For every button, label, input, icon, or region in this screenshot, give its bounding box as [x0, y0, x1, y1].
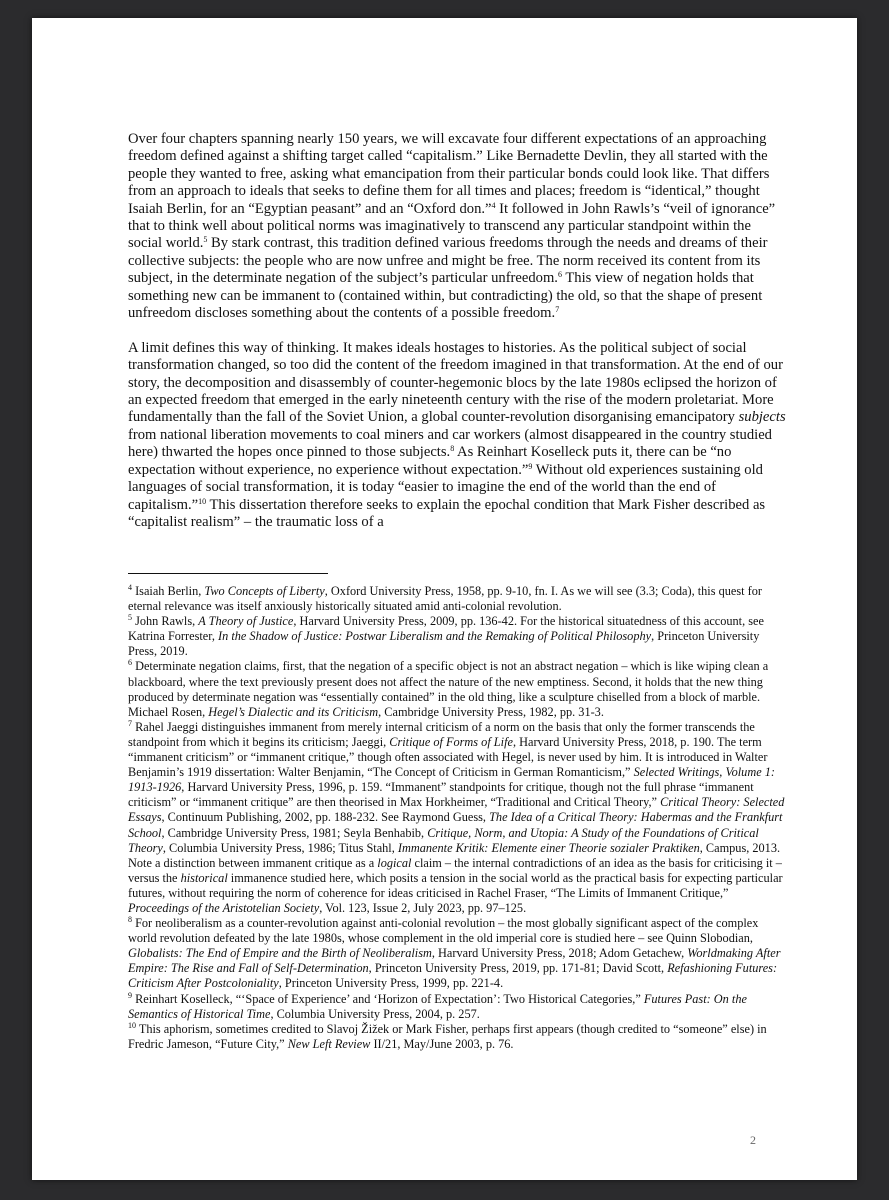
footnote — [128, 659, 788, 719]
italic-run: Critique of Forms of Life — [389, 734, 513, 749]
note-ref: 9 — [128, 990, 132, 1000]
text-run: As Reinhart Koselleck puts it, there can be “no expectation without experience, no experience without expectation.” — [128, 444, 732, 478]
text-run: John Rawls, — [132, 614, 199, 629]
text-run: , Princeton University Press, 1999, pp. 221-4. — [278, 976, 504, 991]
text-run: , Columbia University Press, 1986; Titus Stahl, — [162, 840, 398, 855]
italic-run: Two Concepts of Liberty — [204, 584, 325, 598]
body-paragraph — [128, 131, 788, 322]
text-run: , Columbia University Press, 2004, p. 257. — [270, 1006, 480, 1021]
body-text — [128, 131, 788, 549]
italic-run: Immanente Kritik: Elemente einer Theorie sozialer Praktiken — [397, 840, 700, 855]
italic-run: Proceedings of the Aristotelian Society — [128, 900, 320, 915]
text-run: from national liberation movements to coal miners and car workers (almost disappeared in the country studied here) thwarted the hopes once pinned to those subjects. — [128, 426, 772, 461]
text-run: For neoliberalism as a counter-revolution against anti-colonial revolution – the most globally significant aspect of the complex world revolution defeated by the late 1980s, whose complement in the old imperial core is studied here – see Quinn Slobodian, — [128, 916, 759, 946]
text-run: , Harvard University Press, 2018; Adom Getachew, — [431, 946, 688, 961]
note-ref: 6 — [128, 658, 132, 668]
text-run: By stark contrast, this tradition defined various freedoms through the needs and dreams of their collective subjects: the people who are now unfree and might be free. The norm received its content from its subject, in the determinate negation of the subject’s particular unfreedom. — [128, 235, 768, 287]
text-run: Reinhart Koselleck, “‘Space of Experience’ and ‘Horizon of Expectation’: Two Historical Categories,” — [132, 991, 644, 1006]
text-run: , Cambridge University Press, 1981; Seyla Benhabib, — [161, 825, 428, 840]
text-run: Determinate negation claims, first, that the negation of a specific object is not an abstract negation – which is like wiping clean a blackboard, where the text previously present does not affect the nature of the new emptiness. Second, it holds that the new thing produced by determinate negation was “essentially contained” in the old thing, like a sculpture chiselled from a block of marble. Michael Rosen, — [128, 659, 769, 719]
italic-run: Refashioning Futures: Criticism After Postcoloniality — [128, 961, 778, 991]
text-run: , Cambridge University Press, 1982, pp. 31-3. — [378, 704, 604, 719]
note-ref: 5 — [203, 235, 208, 245]
text-run: II/21, May/June 2003, p. 76. — [370, 1036, 514, 1051]
footnote — [128, 584, 788, 614]
footnote — [128, 916, 788, 991]
footnote — [128, 992, 788, 1022]
footnotes — [128, 584, 788, 1052]
text-run: This aphorism, sometimes credited to Slavoj Žižek or Mark Fisher, perhaps first appears (though credited to “someone” else) in Fredric Jameson, “Future City,” — [128, 1021, 767, 1051]
note-ref: 4 — [491, 200, 496, 210]
note-ref: 9 — [528, 461, 533, 471]
note-ref: 8 — [450, 444, 455, 454]
note-ref: 6 — [557, 270, 562, 280]
page-number: 2 — [750, 1133, 756, 1147]
italic-run: Futures Past: On the Semantics of Historical Time — [128, 991, 747, 1021]
text-run: A limit defines this way of thinking. It makes ideals hostages to histories. As the political subject of social transformation changed, so too did the content of the freedom imagined in that transformation. At the end of our story, the decomposition and disassembly of counter-hegemonic blocs by the late 1980s eclipsed the horizon of an expected freedom that emerged in the early nineteenth century with the rise of the modern proletariat. More fundamentally than the fall of the Soviet Union, a global counter-revolution disorganising emancipatory — [128, 339, 783, 426]
text-run: It followed in John Rawls’s “veil of ignorance” that to think well about political norms was imaginatively to transcend any particular standpoint within the social world. — [128, 200, 776, 252]
italic-run: Critical Theory: Selected Essays — [128, 795, 785, 825]
italic-run: New Left Review — [287, 1036, 371, 1051]
text-run: , Harvard University Press, 2018, p. 190. The term “immanent criticism” or “immanent critique,” though often associated with Hegel, is never used by him. It is introduced in Walter Benjamin’s 1919 dissertation: Walter Benjamin, “The Concept of Criticism in German Romanticism,” — [128, 734, 768, 780]
text-run: , Oxford University Press, 1958, pp. 9-10, fn. I. As we will see (3.3; Coda), this quest for eternal relevance was itself anxiously historically situated amid anti-colonial revolution. — [128, 584, 762, 614]
italic-run: A Theory of Justice — [198, 614, 294, 629]
italic-run: subjects — [738, 409, 786, 426]
footnote — [128, 1022, 788, 1052]
italic-run: Hegel’s Dialectic and its Criticism — [208, 704, 379, 719]
note-ref: 7 — [128, 718, 132, 728]
document-page — [32, 18, 857, 1180]
italic-run: Selected Writings, Volume 1: 1913-1926 — [128, 765, 775, 795]
italic-run: Critique, Norm, and Utopia: A Study of the Foundations of Critical Theory — [128, 825, 759, 855]
note-ref: 5 — [128, 613, 132, 623]
italic-run: The Idea of a Critical Theory: Habermas and the Frankfurt School — [128, 810, 783, 840]
text-run: Isaiah Berlin, — [132, 584, 205, 598]
text-run: Rahel Jaeggi distinguishes immanent from merely internal criticism of a norm on the basis that only the former transcends the standpoint from which it begins its criticism; Jaeggi, — [128, 719, 755, 749]
italic-run: Worldmaking After Empire: The Rise and Fall of Self-Determination — [128, 946, 781, 976]
text-run: , Princeton University Press, 2019, pp. 171-81; David Scott, — [368, 961, 668, 976]
italic-run: Globalists: The End of Empire and the Birth of Neoliberalism — [128, 946, 432, 961]
text-run: immanence studied here, which posits a tension in the social world as the practical basis for expecting particular futures, without requiring the norm of coherence for ideas criticised in Rachel Fraser, “The Limits of Immanent Critique,” — [128, 870, 783, 900]
text-run: , Princeton University Press, 2019. — [128, 629, 760, 659]
note-ref: 4 — [128, 583, 132, 592]
text-run: , Harvard University Press, 1996, p. 159. “Immanent” standpoints for critique, though not the full phrase “immanent criticism” or “immanent critique” are then theorised in Max Horkheimer, “Traditional and Critical Theory,” — [128, 780, 754, 810]
text-run: , Campus, 2013. Note a distinction between immanent critique as a — [128, 840, 781, 870]
text-run: Without old experiences sustaining old languages of social transformation, it is today “easier to imagine the end of the world than the end of capitalism.” — [128, 461, 763, 513]
note-ref: 10 — [128, 1020, 136, 1030]
italic-run: In the Shadow of Justice: Postwar Liberalism and the Remaking of Political Philosophy — [218, 629, 652, 644]
note-ref: 7 — [555, 305, 560, 315]
body-paragraph — [128, 340, 788, 531]
italic-run: historical — [180, 870, 228, 885]
text-run: This dissertation therefore seeks to explain the epochal condition that Mark Fisher described as “capitalist realism” – the traumatic loss of a — [128, 496, 766, 530]
text-run: , Vol. 123, Issue 2, July 2023, pp. 97–125. — [319, 900, 527, 915]
italic-run: logical — [377, 855, 412, 870]
text-run: , Continuum Publishing, 2002, pp. 188-232. See Raymond Guess, — [161, 810, 490, 825]
footnote-separator — [128, 573, 328, 574]
text-run: claim – the internal contradictions of an idea as the basis for criticising it – versus the — [128, 855, 782, 885]
text-run: , Harvard University Press, 2009, pp. 136-42. For the historical situatedness of this account, see Katrina Forrester, — [128, 614, 764, 644]
footnote — [128, 720, 788, 916]
footnote — [128, 614, 788, 659]
note-ref: 10 — [198, 496, 207, 506]
text-run: This view of negation holds that something new can be immanent to (contained within, but contradicting) the old, so that the shape of present unfreedom discloses something about the contents of a possible freedom. — [128, 270, 763, 322]
text-run: Over four chapters spanning nearly 150 years, we will excavate four different expectations of an approaching freedom defined against a shifting target called “capitalism.” Like Bernadette Devlin, they all started with the people they wanted to free, asking what emancipation from their particular bonds could look like. That differs from an approach to ideals that seeks to define them for all times and places; freedom is “identical,” thought Isaiah Berlin, for an “Egyptian peasant” and an “Oxford don.” — [128, 131, 770, 217]
note-ref: 8 — [128, 915, 132, 925]
